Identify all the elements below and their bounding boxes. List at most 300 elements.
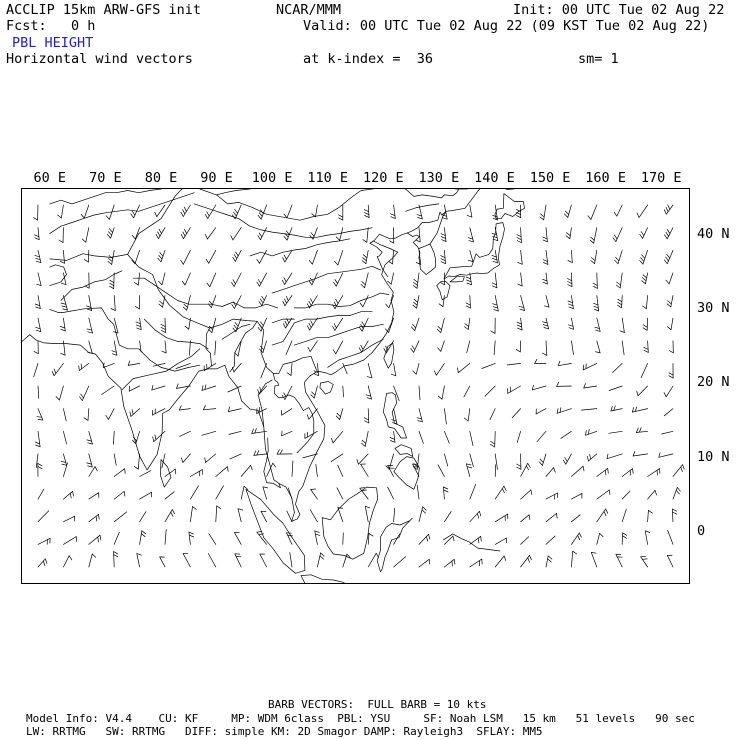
x-axis-tick-label: 160 E xyxy=(585,170,626,186)
wind-barb-flag xyxy=(477,514,479,519)
wind-barb-flag xyxy=(563,460,566,464)
wind-barb-flag xyxy=(615,260,618,264)
wind-barb-flag xyxy=(543,263,548,265)
wind-barb-flag xyxy=(365,213,369,215)
wind-barb xyxy=(667,250,673,263)
wind-barb xyxy=(287,205,292,218)
wind-barb-flag xyxy=(155,212,157,216)
coastline-path xyxy=(272,266,380,293)
wind-barb xyxy=(114,552,115,567)
wind-barb-flag xyxy=(389,261,393,264)
wind-barb xyxy=(140,531,142,545)
wind-barb-flag xyxy=(669,376,673,378)
wind-barb-flag xyxy=(70,493,71,498)
wind-barb-flag xyxy=(439,304,443,307)
wind-barb-flag xyxy=(263,487,268,488)
wind-barb-flag xyxy=(640,234,643,238)
wind-barb-flag xyxy=(418,218,423,219)
wind-barb-flag xyxy=(466,306,470,308)
wind-barb xyxy=(414,341,419,353)
wind-barb xyxy=(183,250,190,264)
coastline-path xyxy=(419,244,430,249)
wind-barb-flag xyxy=(282,431,283,436)
wind-barb xyxy=(263,487,267,499)
wind-barb-flag xyxy=(569,328,574,330)
init-time-label: Init: 00 UTC Tue 02 Aug 22 xyxy=(513,2,725,18)
wind-barb xyxy=(241,486,244,499)
wind-barb xyxy=(568,205,572,217)
wind-barb-flag xyxy=(35,238,39,240)
wind-barb xyxy=(63,341,65,355)
valid-time-label: Valid: 00 UTC Tue 02 Aug 22 (09 KST Tue 02 Aug 22) xyxy=(303,18,710,34)
coastline-path xyxy=(272,312,372,345)
wind-barb xyxy=(389,296,394,308)
map-canvas xyxy=(22,189,689,583)
wind-barb xyxy=(208,205,216,219)
wind-barb xyxy=(338,508,343,522)
wind-barb-flag xyxy=(36,258,41,259)
wind-barb-flag xyxy=(87,329,92,330)
wind-barb-flag xyxy=(667,327,671,330)
wind-barb-flag xyxy=(189,532,194,534)
coastline-path xyxy=(206,328,212,366)
wind-barb xyxy=(241,465,250,476)
wind-barb-flag xyxy=(548,559,552,562)
wind-barb-flag xyxy=(307,326,309,330)
wind-barb xyxy=(34,363,38,376)
wind-barb-flag xyxy=(466,303,470,305)
wind-barb-flag xyxy=(38,419,43,420)
coastline-path xyxy=(406,204,439,211)
wind-barb xyxy=(597,341,600,353)
coastline-path xyxy=(370,189,480,275)
wind-barb-flag xyxy=(135,282,139,285)
wind-barb xyxy=(189,532,191,544)
wind-barb-flag xyxy=(666,232,669,236)
wind-barb-flag xyxy=(181,234,183,238)
wind-barb-flag xyxy=(130,412,131,417)
wind-barb xyxy=(187,296,191,311)
wind-barb xyxy=(494,341,495,355)
wind-barb xyxy=(216,486,224,499)
wind-barb xyxy=(212,318,216,333)
wind-barb-flag xyxy=(668,205,670,209)
wind-barb-flag xyxy=(339,215,343,217)
wind-barb-flag xyxy=(426,537,427,542)
wind-barb-flag xyxy=(45,559,47,564)
wind-barb-flag xyxy=(99,514,100,519)
wind-barb-flag xyxy=(334,282,337,286)
coastline-path xyxy=(50,308,200,371)
wind-barb-flag xyxy=(467,215,472,217)
wind-barb-flag xyxy=(205,235,207,240)
wind-barb xyxy=(263,341,267,353)
wind-barb xyxy=(388,487,394,499)
wind-barb-flag xyxy=(444,490,448,492)
wind-barb-flag xyxy=(202,386,203,391)
wind-barb-flag xyxy=(88,466,93,467)
wind-barb-flag xyxy=(183,210,185,214)
wind-barb-flag xyxy=(437,329,441,332)
wind-barb-flag xyxy=(623,533,627,536)
wind-barb xyxy=(582,409,597,411)
wind-barb-flag xyxy=(112,354,117,356)
wind-barb-flag xyxy=(493,261,498,263)
y-axis-tick-label: 10 N xyxy=(697,448,730,465)
wind-barb-flag xyxy=(492,258,497,260)
wind-barb-flag xyxy=(62,306,67,307)
wind-barb-flag xyxy=(632,408,633,413)
wind-barb-flag xyxy=(159,281,163,284)
wind-barb xyxy=(228,386,241,392)
wind-barb-flag xyxy=(85,286,89,288)
wind-barb-flag xyxy=(98,537,99,542)
wind-barb-flag xyxy=(467,467,472,468)
wind-barb-flag xyxy=(111,309,115,311)
wind-barb xyxy=(140,512,146,522)
wind-barb-flag xyxy=(641,232,644,236)
x-axis-tick-label: 140 E xyxy=(474,170,515,186)
wind-barb-flag xyxy=(434,371,436,375)
wind-barb xyxy=(38,318,41,332)
wind-barb xyxy=(368,553,376,567)
wind-barb xyxy=(208,554,216,568)
wind-barb xyxy=(238,509,241,522)
wind-barb xyxy=(190,507,192,522)
wind-barb xyxy=(470,250,473,261)
wind-barb xyxy=(260,273,267,286)
wind-barb-flag xyxy=(492,283,497,285)
wind-barb xyxy=(216,467,228,477)
wind-barb-flag xyxy=(284,236,287,240)
smoothing-label: sm= 1 xyxy=(578,51,619,67)
wind-barb xyxy=(419,431,423,443)
wind-barb xyxy=(664,409,673,416)
wind-barb xyxy=(89,454,93,467)
wind-barb-flag xyxy=(423,507,427,510)
wind-barb-flag xyxy=(106,216,109,220)
wind-barb-flag xyxy=(334,324,336,328)
wind-barb xyxy=(111,228,115,239)
wind-barb-flag xyxy=(593,283,597,285)
wind-barb-flag xyxy=(357,460,358,465)
wind-barb-flag xyxy=(307,415,309,420)
wind-barb-flag xyxy=(79,366,80,371)
wind-barb-flag xyxy=(642,281,646,284)
wind-barb xyxy=(335,318,343,330)
wind-barb-flag xyxy=(35,235,39,237)
wind-barb xyxy=(336,273,343,286)
wind-barb xyxy=(190,470,202,477)
wind-barb-flag xyxy=(642,278,646,281)
coastline-path xyxy=(443,534,500,551)
wind-barb xyxy=(586,431,597,435)
wind-barb xyxy=(282,409,292,416)
wind-barb-flag xyxy=(667,254,670,258)
wind-barb-flag xyxy=(320,556,324,559)
coastline-path xyxy=(22,335,294,522)
wind-barb-flag xyxy=(391,217,396,219)
wind-barb xyxy=(671,318,673,330)
wind-barb-flag xyxy=(617,282,621,285)
wind-barb-flag xyxy=(52,371,54,375)
wind-barb xyxy=(622,491,630,499)
wind-barb-flag xyxy=(614,235,617,239)
wind-barb-flag xyxy=(61,353,66,355)
wind-barb-flag xyxy=(84,418,88,421)
wind-barb-flag xyxy=(312,392,315,395)
wind-barb xyxy=(165,318,166,333)
wind-barb xyxy=(315,531,318,545)
wind-barb-flag xyxy=(364,210,368,212)
wind-barb xyxy=(495,465,496,477)
wind-barb xyxy=(570,228,572,239)
wind-barb-flag xyxy=(468,238,473,239)
wind-barb-flag xyxy=(466,464,471,465)
wind-barb-flag xyxy=(283,301,285,305)
wind-barb-flag xyxy=(620,331,625,333)
wind-barb xyxy=(507,363,520,365)
wind-barb-flag xyxy=(284,278,286,282)
wind-barb-flag xyxy=(114,555,118,557)
wind-barb-flag xyxy=(159,255,162,259)
wind-barb-flag xyxy=(81,394,84,398)
wind-barb-flag xyxy=(160,253,163,257)
y-axis-tick-label: 40 N xyxy=(697,225,730,242)
wind-barb-flag xyxy=(365,506,370,508)
wind-barb-flag xyxy=(517,325,522,327)
wind-barb-flag xyxy=(528,463,531,467)
wind-barb xyxy=(287,533,293,545)
wind-barb-flag xyxy=(171,512,173,516)
wind-barb xyxy=(444,454,447,466)
wind-barb-flag xyxy=(517,238,521,240)
wind-barb-flag xyxy=(61,329,66,331)
wind-barb-flag xyxy=(493,286,497,288)
wind-barb-flag xyxy=(443,487,447,489)
wind-barb-flag xyxy=(108,261,112,264)
wind-barb xyxy=(82,386,89,401)
wind-barb-flag xyxy=(623,536,627,539)
wind-barb xyxy=(183,205,190,217)
wind-barb xyxy=(466,464,470,477)
wind-barb-flag xyxy=(251,465,253,470)
wind-barb xyxy=(38,386,39,398)
wind-barb-flag xyxy=(311,233,314,237)
x-axis-tick-label: 110 E xyxy=(307,170,349,186)
wind-barb-flag xyxy=(87,306,92,308)
wind-barb xyxy=(643,228,648,239)
wind-barb-flag xyxy=(517,467,521,469)
wind-barb xyxy=(140,471,151,477)
wind-barb-flag xyxy=(206,259,209,263)
wind-barb-flag xyxy=(60,261,64,263)
wind-barb xyxy=(571,533,579,545)
wind-barb xyxy=(114,454,116,465)
wind-barb xyxy=(464,386,470,397)
wind-barb xyxy=(669,273,673,284)
wind-barb-flag xyxy=(181,458,183,463)
wind-barb xyxy=(646,273,648,284)
wind-barb-flag xyxy=(565,211,568,215)
wind-barb-flag xyxy=(564,214,567,218)
wind-barb xyxy=(290,553,292,568)
wind-barb-flag xyxy=(643,275,647,278)
wind-barb xyxy=(292,461,293,477)
wind-barb-flag xyxy=(607,454,608,459)
wind-barb-flag xyxy=(466,277,471,279)
wind-barb-flag xyxy=(34,218,38,221)
wind-barb xyxy=(114,296,115,311)
wind-barb-flag xyxy=(142,531,146,534)
wind-barb-flag xyxy=(668,301,672,304)
wind-barb-flag xyxy=(665,235,668,239)
wind-barb xyxy=(59,386,63,400)
wind-barb xyxy=(114,341,117,356)
wind-barb-flag xyxy=(37,417,42,418)
wind-barb-flag xyxy=(644,347,648,349)
wind-barb-flag xyxy=(359,327,362,331)
wind-barb xyxy=(234,533,241,545)
wind-barb-flag xyxy=(417,215,422,216)
map-panel[interactable] xyxy=(21,188,690,584)
wind-barb-flag xyxy=(259,302,262,306)
wind-barb xyxy=(38,296,40,309)
wind-barb-flag xyxy=(283,324,285,328)
wind-barb-flag xyxy=(359,348,361,352)
wind-barb xyxy=(607,454,622,459)
coastline-path xyxy=(377,518,412,572)
wind-barb xyxy=(54,363,63,375)
coastline-path xyxy=(495,194,525,219)
wind-barb-flag xyxy=(107,234,110,238)
wind-barb xyxy=(444,250,445,263)
wind-barb-flag xyxy=(87,309,92,311)
wind-barb xyxy=(571,493,582,499)
wind-barb-flag xyxy=(84,260,88,263)
wind-barb xyxy=(365,273,369,288)
wind-barb xyxy=(616,228,622,242)
wind-barb-flag xyxy=(92,554,95,557)
wind-barb-flag xyxy=(207,283,210,287)
wind-barb-flag xyxy=(594,309,598,311)
wind-barb-flag xyxy=(636,428,638,433)
wind-barb-flag xyxy=(257,259,260,263)
wind-barb xyxy=(38,228,39,240)
wind-barb-flag xyxy=(390,241,394,243)
wind-barb xyxy=(234,273,241,287)
wind-barb-flag xyxy=(36,261,41,262)
wind-barb-flag xyxy=(391,374,396,376)
wind-barb-flag xyxy=(569,307,574,309)
wind-barb xyxy=(343,363,347,374)
wind-barb xyxy=(662,431,673,434)
wind-barb xyxy=(419,228,420,242)
wind-barb-flag xyxy=(35,304,40,306)
wind-barb-flag xyxy=(590,454,591,459)
wind-barb xyxy=(389,318,394,332)
wind-barb-flag xyxy=(386,304,389,308)
wind-barb-flag xyxy=(388,281,392,284)
wind-barb-flag xyxy=(557,409,558,414)
wind-barb xyxy=(441,318,445,333)
wind-barb-flag xyxy=(618,299,622,302)
wind-barb xyxy=(336,341,343,354)
wind-barb xyxy=(210,273,216,287)
wind-barb-flag xyxy=(391,441,396,443)
wind-barb xyxy=(260,554,267,567)
coastline-path xyxy=(395,445,413,457)
wind-barb xyxy=(512,409,521,418)
wind-barb xyxy=(571,318,573,329)
wind-barb-flag xyxy=(285,299,287,303)
wind-barb xyxy=(367,228,368,243)
wind-barb xyxy=(202,386,216,390)
model-info-line1: Model Info: V4.4 CU: KF MP: WDM 6class PBL: YSU SF: Noah LSM 15 km 51 levels 90 sec xyxy=(26,712,695,725)
wind-barb xyxy=(645,531,647,545)
wind-barb-flag xyxy=(155,435,156,440)
coastline-path xyxy=(50,254,317,374)
wind-barb-flag xyxy=(520,309,525,310)
wind-barb xyxy=(360,488,368,499)
wind-barb-flag xyxy=(136,325,141,327)
coastline-path xyxy=(194,204,372,237)
wind-barb xyxy=(638,386,648,396)
wind-barb xyxy=(667,555,673,567)
wind-barb xyxy=(338,250,343,265)
wind-barb xyxy=(536,409,546,414)
wind-barb xyxy=(138,454,139,469)
wind-barb-flag xyxy=(532,385,533,390)
wind-barb xyxy=(160,557,165,567)
wind-barb-flag xyxy=(58,215,62,218)
wind-barb xyxy=(557,409,571,414)
wind-barb xyxy=(394,557,406,567)
wind-barb xyxy=(546,493,557,499)
wind-barb-flag xyxy=(584,384,586,389)
coastline-path xyxy=(394,189,461,198)
coastline-path xyxy=(384,343,394,368)
wind-barb-flag xyxy=(614,406,616,411)
wind-barb-flag xyxy=(363,240,367,243)
wind-barb xyxy=(234,363,241,372)
wind-barb xyxy=(394,508,395,522)
wind-barb xyxy=(537,431,546,441)
wind-barb-flag xyxy=(315,534,320,536)
wind-barb xyxy=(165,492,174,499)
wind-barb xyxy=(609,431,623,433)
wind-barb-flag xyxy=(596,330,601,331)
wind-barb-flag xyxy=(258,390,260,395)
wind-barb-flag xyxy=(285,321,287,325)
wind-barb xyxy=(641,557,648,567)
wind-barb-flag xyxy=(235,322,238,326)
wind-barb-layer xyxy=(34,205,685,567)
coastline-path xyxy=(450,277,464,282)
wind-barb-flag xyxy=(557,513,558,518)
wind-barb-flag xyxy=(82,239,86,242)
wind-barb xyxy=(485,386,495,396)
wind-barb-flag xyxy=(106,415,109,419)
wind-barb-flag xyxy=(543,353,547,355)
wind-barb-flag xyxy=(61,461,66,462)
wind-barb-flag xyxy=(587,456,588,461)
wind-barb xyxy=(561,431,572,438)
wind-barb-flag xyxy=(493,304,498,306)
wind-barb-flag xyxy=(392,423,397,424)
wind-barb xyxy=(648,469,660,477)
wind-barb xyxy=(583,363,597,370)
